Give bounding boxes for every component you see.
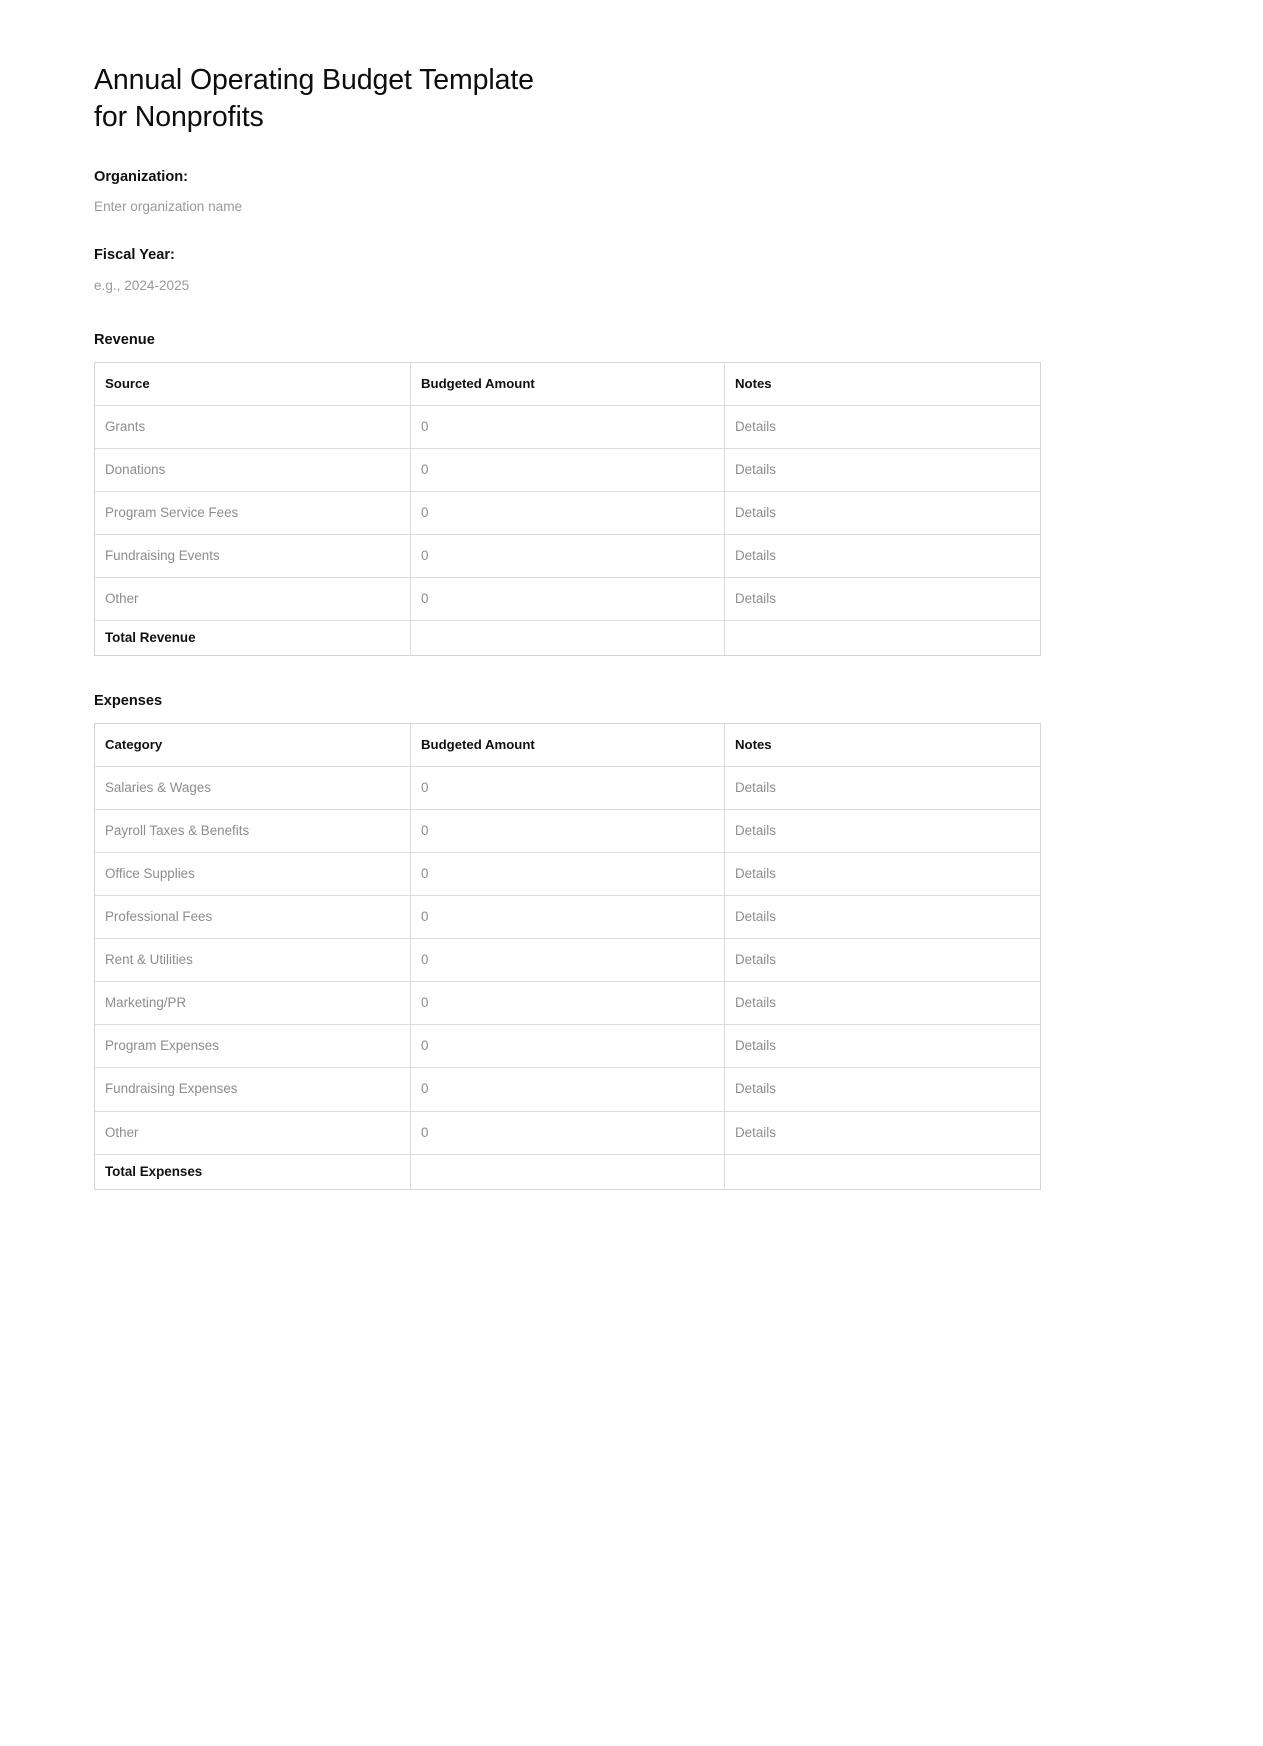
expenses-row-category[interactable]: Salaries & Wages	[95, 766, 411, 809]
expenses-row-amount[interactable]: 0	[411, 766, 725, 809]
document-content	[94, 62, 1040, 1190]
expenses-row-category[interactable]: Office Supplies	[95, 853, 411, 896]
revenue-row-amount[interactable]: 0	[411, 577, 725, 620]
revenue-row-amount[interactable]: 0	[411, 448, 725, 491]
expenses-row-notes[interactable]: Details	[725, 1111, 1041, 1154]
expenses-col-notes: Notes	[725, 724, 1041, 767]
page-title-line-2: for Nonprofits	[94, 100, 264, 133]
expenses-row-category[interactable]: Fundraising Expenses	[95, 1068, 411, 1111]
expenses-row-amount[interactable]: 0	[411, 896, 725, 939]
expenses-table	[94, 723, 1041, 1190]
revenue-col-budgeted-amount: Budgeted Amount	[411, 362, 725, 405]
organization-label: Organization:	[94, 168, 189, 185]
expenses-row-notes[interactable]: Details	[725, 939, 1041, 982]
expenses-col-budgeted-amount: Budgeted Amount	[411, 724, 725, 767]
revenue-col-notes: Notes	[725, 362, 1041, 405]
table-row	[95, 534, 1041, 577]
expenses-row-notes[interactable]: Details	[725, 896, 1041, 939]
expenses-row-notes[interactable]: Details	[725, 809, 1041, 852]
revenue-section-title: Revenue	[94, 331, 155, 348]
revenue-row-notes[interactable]: Details	[725, 405, 1041, 448]
expenses-row-amount[interactable]: 0	[411, 809, 725, 852]
revenue-row-notes[interactable]: Details	[725, 534, 1041, 577]
revenue-row-source[interactable]: Other	[95, 577, 411, 620]
page-title-line-1: Annual Operating Budget Template	[94, 64, 534, 96]
fiscal-year-label: Fiscal Year:	[94, 247, 175, 264]
revenue-col-source: Source	[95, 362, 411, 405]
revenue-section	[94, 331, 1040, 656]
revenue-row-amount[interactable]: 0	[411, 491, 725, 534]
organization-field-block	[94, 168, 1040, 217]
revenue-row-amount[interactable]: 0	[411, 405, 725, 448]
revenue-total-notes[interactable]	[725, 620, 1041, 655]
revenue-row-source[interactable]: Program Service Fees	[95, 491, 411, 534]
revenue-total-amount[interactable]	[411, 620, 725, 655]
revenue-row-amount[interactable]: 0	[411, 534, 725, 577]
expenses-row-notes[interactable]: Details	[725, 1025, 1041, 1068]
expenses-col-category: Category	[95, 724, 411, 767]
expenses-total-amount[interactable]	[411, 1154, 725, 1189]
revenue-table-header-row	[95, 362, 1041, 405]
table-row	[95, 577, 1041, 620]
revenue-row-source[interactable]: Fundraising Events	[95, 534, 411, 577]
expenses-row-category[interactable]: Payroll Taxes & Benefits	[95, 809, 411, 852]
expenses-total-label: Total Expenses	[95, 1154, 411, 1189]
expenses-row-amount[interactable]: 0	[411, 1111, 725, 1154]
expenses-row-amount[interactable]: 0	[411, 982, 725, 1025]
expenses-row-category[interactable]: Rent & Utilities	[95, 939, 411, 982]
organization-input[interactable]: Enter organization name	[94, 199, 243, 215]
expenses-row-notes[interactable]: Details	[725, 853, 1041, 896]
expenses-total-notes[interactable]	[725, 1154, 1041, 1189]
expenses-row-amount[interactable]: 0	[411, 853, 725, 896]
table-row	[95, 809, 1041, 852]
expenses-total-row	[95, 1154, 1041, 1189]
revenue-total-row	[95, 620, 1041, 655]
revenue-row-source[interactable]: Donations	[95, 448, 411, 491]
table-row	[95, 405, 1041, 448]
table-row	[95, 982, 1041, 1025]
table-row	[95, 766, 1041, 809]
fiscal-year-field-block	[94, 246, 1040, 295]
table-row	[95, 896, 1041, 939]
expenses-row-notes[interactable]: Details	[725, 1068, 1041, 1111]
expenses-row-category[interactable]: Marketing/PR	[95, 982, 411, 1025]
revenue-row-source[interactable]: Grants	[95, 405, 411, 448]
revenue-row-notes[interactable]: Details	[725, 577, 1041, 620]
table-row	[95, 1068, 1041, 1111]
table-row	[95, 939, 1041, 982]
revenue-total-label: Total Revenue	[95, 620, 411, 655]
expenses-row-notes[interactable]: Details	[725, 766, 1041, 809]
expenses-row-category[interactable]: Program Expenses	[95, 1025, 411, 1068]
revenue-table	[94, 362, 1041, 656]
revenue-row-notes[interactable]: Details	[725, 448, 1041, 491]
fiscal-year-input[interactable]: e.g., 2024-2025	[94, 278, 190, 294]
expenses-row-amount[interactable]: 0	[411, 1025, 725, 1068]
page-title	[94, 62, 614, 136]
table-row	[95, 491, 1041, 534]
expenses-table-header-row	[95, 724, 1041, 767]
table-row	[95, 448, 1041, 491]
table-row	[95, 1111, 1041, 1154]
expenses-row-category[interactable]: Other	[95, 1111, 411, 1154]
expenses-section	[94, 692, 1040, 1190]
expenses-section-title: Expenses	[94, 693, 163, 710]
table-row	[95, 853, 1041, 896]
expenses-row-category[interactable]: Professional Fees	[95, 896, 411, 939]
revenue-row-notes[interactable]: Details	[725, 491, 1041, 534]
expenses-row-notes[interactable]: Details	[725, 982, 1041, 1025]
expenses-row-amount[interactable]: 0	[411, 939, 725, 982]
table-row	[95, 1025, 1041, 1068]
expenses-row-amount[interactable]: 0	[411, 1068, 725, 1111]
